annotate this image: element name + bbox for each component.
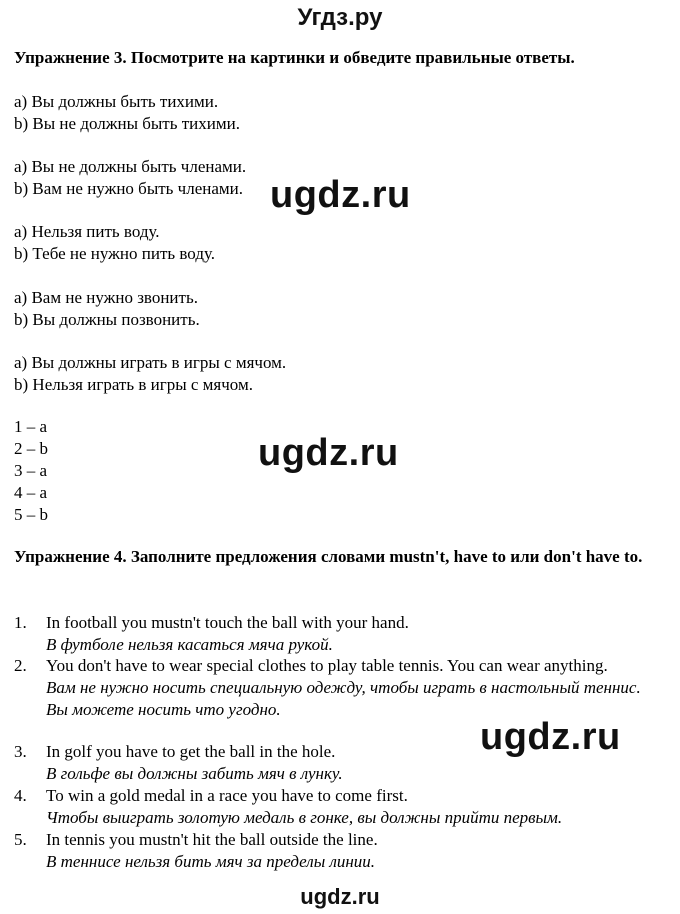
site-footer: ugdz.ru — [300, 884, 380, 909]
item-russian: В гольфе вы должны забить мяч в лунку. — [46, 764, 343, 783]
item-russian: Вам не нужно носить специальную одежду, чтобы играть в настольный теннис. Вы можете носить что угодно. — [46, 678, 641, 719]
item-english: To win a gold medal in a race you have to come first. — [46, 786, 408, 805]
answer-3: 3 – a — [14, 461, 48, 480]
answer-1: 1 – a — [14, 417, 48, 436]
exercise-4-title: Упражнение 4. Заполните предложения словами mustn't, have to или don't have to. — [14, 547, 643, 566]
watermark: ugdz.ru — [480, 716, 621, 758]
item-english: You don't have to wear special clothes to play table tennis. You can wear anything. — [46, 656, 608, 675]
item-number: 1. — [14, 613, 27, 632]
item-number: 5. — [14, 830, 27, 849]
watermark: ugdz.ru — [258, 432, 399, 474]
option-5b: b) Нельзя играть в игры с мячом. — [14, 375, 253, 394]
exercise-3-title: Упражнение 3. Посмотрите на картинки и обведите правильные ответы. — [14, 48, 575, 67]
item-number: 2. — [14, 656, 27, 675]
watermark: ugdz.ru — [270, 174, 411, 216]
option-3a: a) Нельзя пить воду. — [14, 222, 160, 241]
item-russian: Чтобы выиграть золотую медаль в гонке, вы должны прийти первым. — [46, 808, 563, 827]
answer-5: 5 – b — [14, 505, 48, 524]
option-5a: a) Вы должны играть в игры с мячом. — [14, 353, 287, 372]
answer-2: 2 – b — [14, 439, 48, 458]
item-russian: В теннисе нельзя бить мяч за пределы линии. — [46, 852, 376, 871]
option-1a: a) Вы должны быть тихими. — [14, 92, 219, 111]
option-2b: b) Вам не нужно быть членами. — [14, 179, 243, 198]
item-english: In golf you have to get the ball in the hole. — [46, 742, 336, 761]
site-header: Угдз.ру — [297, 4, 383, 31]
item-english: In football you mustn't touch the ball with your hand. — [46, 613, 409, 632]
item-english: In tennis you mustn't hit the ball outside the line. — [46, 830, 378, 849]
item-russian: В футболе нельзя касаться мяча рукой. — [46, 635, 333, 654]
option-3b: b) Тебе не нужно пить воду. — [14, 244, 216, 263]
option-4a: a) Вам не нужно звонить. — [14, 288, 198, 307]
option-2a: a) Вы не должны быть членами. — [14, 157, 247, 176]
option-1b: b) Вы не должны быть тихими. — [14, 114, 240, 133]
item-number: 4. — [14, 786, 27, 805]
option-4b: b) Вы должны позвонить. — [14, 310, 200, 329]
item-number: 3. — [14, 742, 27, 761]
answer-4: 4 – a — [14, 483, 48, 502]
